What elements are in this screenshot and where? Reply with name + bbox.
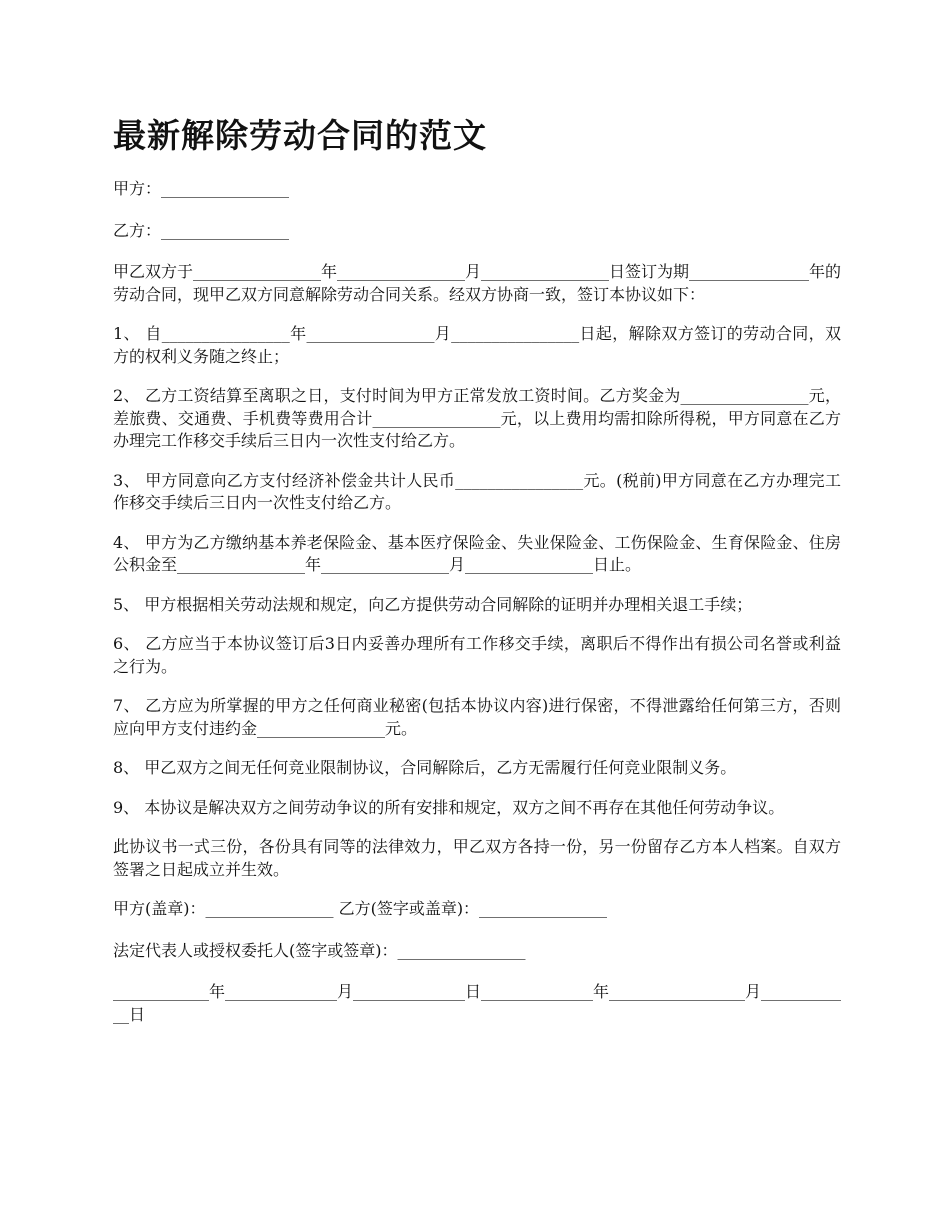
- document-title: 最新解除劳动合同的范文: [113, 116, 487, 155]
- clause-1: 1、 自________________年________________月________________日起，解除双方签订的劳动合同，双方的权利义务随之终止；: [113, 324, 841, 366]
- date-line: ____________年______________月______________日______________年_________________月____________日: [113, 982, 842, 1024]
- document-page: [113, 108, 841, 1043]
- signature-line: 甲方(盖章)：________________ 乙方(签字或盖章)：________________: [113, 899, 608, 918]
- clause-3: 3、 甲方同意向乙方支付经济补偿金共计人民币________________元。(税前)甲方同意在乙方办理完工作移交手续后三日内一次性支付给乙方。: [113, 470, 841, 512]
- party-b-line: 乙方：________________: [113, 220, 290, 240]
- clause-7: 7、 乙方应为所掌握的甲方之任何商业秘密(包括本协议内容)进行保密，不得泄露给任何第三方，否则应向甲方支付违约金________________元。: [113, 696, 841, 738]
- clause-6: 6、 乙方应当于本协议签订后3日内妥善办理所有工作移交手续，离职后不得作出有损公司名誉或利益之行为。: [113, 634, 841, 676]
- clause-8: 8、 甲乙双方之间无任何竞业限制协议，合同解除后，乙方无需履行任何竞业限制义务。: [113, 758, 737, 777]
- clause-9: 9、 本协议是解决双方之间劳动争议的所有安排和规定，双方之间不再存在其他任何劳动争议。: [113, 797, 785, 817]
- intro-paragraph: 甲乙双方于________________年________________月________________日签订为期_______________年的劳动合同，现甲乙双方同意解除劳动合同关系。经双方协商一致，签订本协议如下：: [113, 262, 842, 304]
- representative-line: 法定代表人或授权委托人(签字或签章)：________________: [113, 940, 526, 960]
- clause-2: 2、 乙方工资结算至离职之日，支付时间为甲方正常发放工资时间。乙方奖金为________________元，差旅费、交通费、手机费等费用合计________________元，以上费用均需扣除所得税，甲方同意在乙方办理完工作移交手续后三日内一次性支付给乙方。: [113, 386, 841, 450]
- clause-4: 4、 甲方为乙方缴纳基本养老保险金、基本医疗保险金、失业保险金、工伤保险金、生育保险金、住房公积金至________________年________________月________________日止。: [113, 532, 841, 574]
- party-a-line: 甲方：________________: [113, 179, 290, 198]
- clause-5: 5、 甲方根据相关劳动法规和规定，向乙方提供劳动合同解除的证明并办理相关退工手续；: [113, 594, 753, 614]
- copies-paragraph: 此协议书一式三份，各份具有同等的法律效力，甲乙双方各持一份，另一份留存乙方本人档案。自双方签署之日起成立并生效。: [113, 837, 841, 879]
